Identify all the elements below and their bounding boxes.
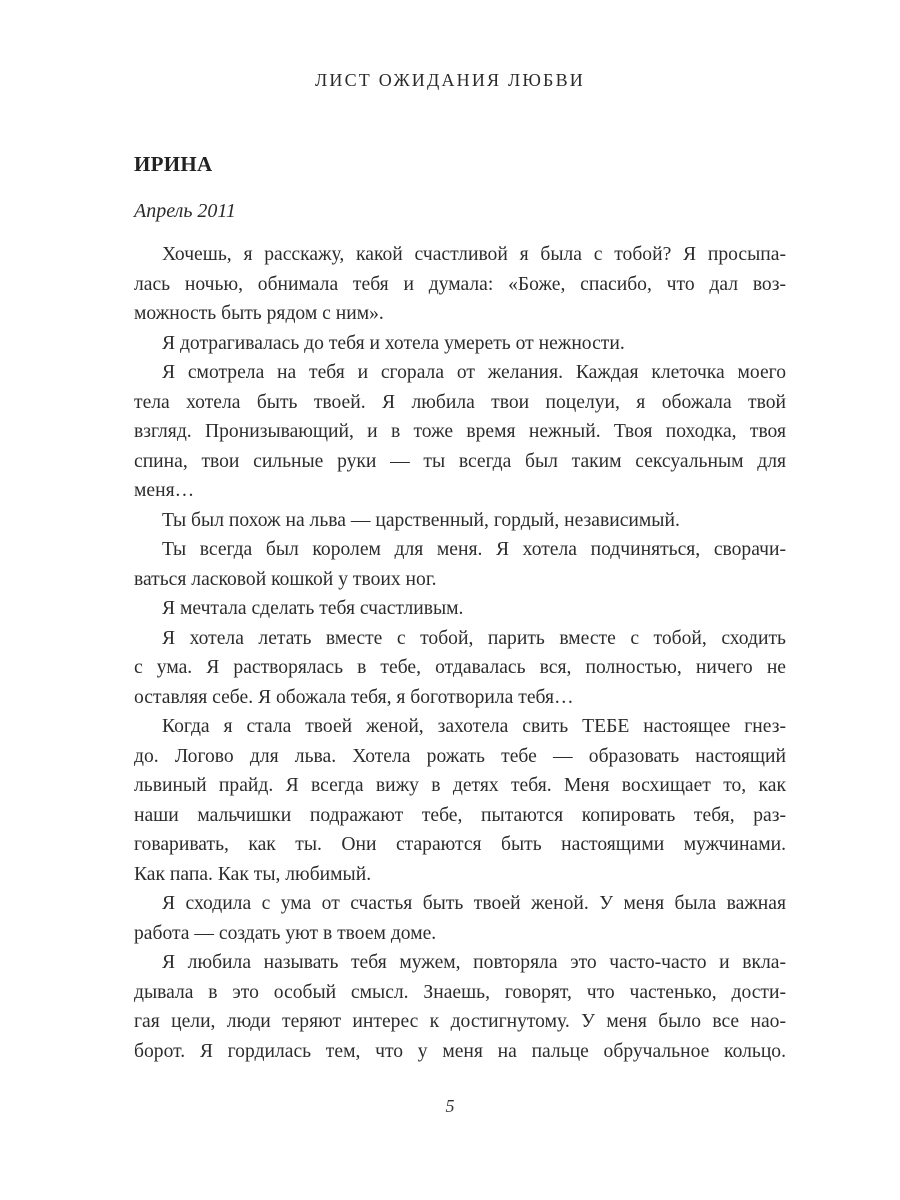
text-line: ваться ласковой кошкой у твоих ног. bbox=[134, 568, 437, 590]
chapter-title: ИРИНА bbox=[134, 152, 213, 176]
text-line: можность быть рядом с ним». bbox=[134, 303, 384, 324]
text-line: меня… bbox=[134, 480, 195, 501]
text-line: львиный прайд. Я всегда вижу в детях тебя. Меня восхищает то, как bbox=[134, 775, 786, 796]
text-line: наши мальчишки подражают тебе, пытаются копировать тебя, раз- bbox=[134, 804, 786, 826]
text-line: Я дотрагивалась до тебя и хотела умереть от нежности. bbox=[162, 332, 625, 354]
text-line: Я смотрела на тебя и сгорала от желания. Каждая клеточка моего bbox=[162, 362, 786, 383]
text-line: до. Логово для льва. Хотела рожать тебе — образовать настоящий bbox=[134, 745, 786, 767]
text-line: Хочешь, я расскажу, какой счастливой я была с тобой? Я просыпа- bbox=[162, 244, 786, 265]
text-line: борот. Я гордилась тем, что у меня на пальце обручальное кольцо. bbox=[134, 1040, 786, 1062]
text-line: Я мечтала сделать тебя счастливым. bbox=[162, 598, 464, 619]
text-line: Я сходила с ума от счастья быть твоей женой. У меня была важная bbox=[162, 893, 786, 914]
running-head: ЛИСТ ОЖИДАНИЯ ЛЮБВИ bbox=[314, 70, 586, 90]
text-line: говаривать, как ты. Они стараются быть настоящими мужчинами. bbox=[134, 834, 786, 855]
text-line: работа — создать уют в твоем доме. bbox=[134, 922, 437, 944]
text-line: Я хотела летать вместе с тобой, парить вместе с тобой, сходить bbox=[162, 627, 786, 649]
body-text bbox=[134, 240, 786, 1066]
text-line: спина, твои сильные руки — ты всегда был таким сексуальным для bbox=[134, 450, 786, 472]
text-line: тела хотела быть твоей. Я любила твои поцелуи, я обожала твой bbox=[134, 391, 786, 413]
text-line: лась ночью, обнимала тебя и думала: «Боже, спасибо, что дал воз- bbox=[134, 273, 786, 295]
text-line: Я любила называть тебя мужем, повторяла это часто-часто и вкла- bbox=[162, 952, 786, 973]
text-line: Ты был похож на льва — царственный, гордый, независимый. bbox=[162, 509, 680, 531]
text-line: гая цели, люди теряют интерес к достигнутому. У меня было все нао- bbox=[134, 1011, 786, 1032]
text-line: с ума. Я растворялась в тебе, отдавалась вся, полностью, ничего не bbox=[134, 657, 786, 678]
text-line: оставляя себе. Я обожала тебя, я боготворила тебя… bbox=[134, 686, 574, 708]
text-line: Когда я стала твоей женой, захотела свить ТЕБЕ настоящее гнез- bbox=[162, 716, 786, 737]
text-line: Ты всегда был королем для меня. Я хотела подчиняться, сворачи- bbox=[162, 539, 786, 560]
text-line: взгляд. Пронизывающий, и в тоже время нежный. Твоя походка, твоя bbox=[134, 421, 786, 442]
text-line: Как папа. Как ты, любимый. bbox=[134, 863, 372, 885]
chapter-date: Апрель 2011 bbox=[134, 200, 236, 222]
text-line: дывала в это особый смысл. Знаешь, говорят, что частенько, дости- bbox=[134, 981, 786, 1003]
page-number: 5 bbox=[445, 1096, 455, 1116]
